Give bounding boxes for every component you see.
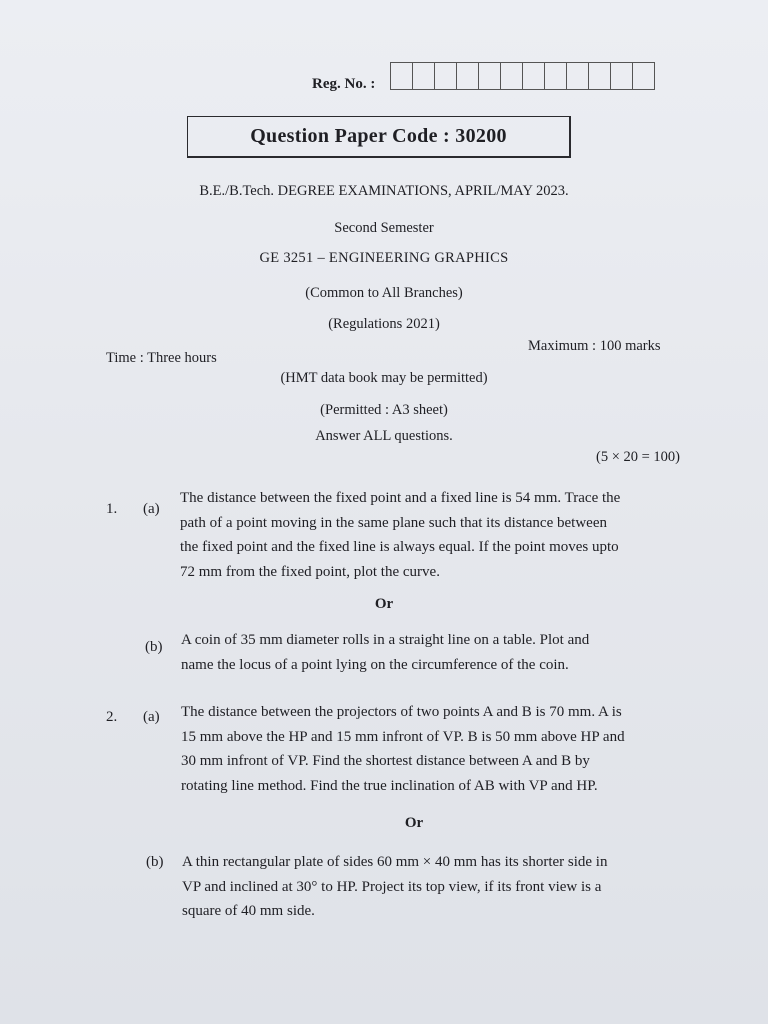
question-line: 30 mm infront of VP. Find the shortest distance between A and B by xyxy=(181,753,590,769)
reg-no-box xyxy=(435,63,457,89)
reg-no-box xyxy=(611,63,633,89)
reg-no-box xyxy=(501,63,523,89)
question-line: name the locus of a point lying on the circumference of the coin. xyxy=(181,656,569,673)
question-line: VP and inclined at 30° to HP. Project its top view, if its front view is a xyxy=(182,878,602,895)
question-number: 2. xyxy=(106,709,118,725)
semester: Second Semester xyxy=(334,220,434,236)
course-title: GE 3251 – ENGINEERING GRAPHICS xyxy=(259,250,509,266)
question-text xyxy=(181,700,625,798)
question-line: the fixed point and the fixed line is always equal. If the point moves upto xyxy=(180,539,619,555)
question-line: A coin of 35 mm diameter rolls in a straight line on a table. Plot and xyxy=(181,632,590,648)
answer-all-note: Answer ALL questions. xyxy=(315,428,453,444)
reg-no-box xyxy=(633,63,655,89)
regulations: (Regulations 2021) xyxy=(328,316,440,332)
common-branches: (Common to All Branches) xyxy=(305,285,463,301)
question-line: square of 40 mm side. xyxy=(182,903,315,919)
question-number: 1. xyxy=(106,501,118,517)
question-text xyxy=(182,850,607,924)
question-line: A thin rectangular plate of sides 60 mm × 40 mm has its shorter side in xyxy=(182,854,608,870)
reg-no-box xyxy=(589,63,611,89)
reg-no-box xyxy=(479,63,501,89)
marks-scheme: (5 × 20 = 100) xyxy=(596,449,681,465)
part-label: (a) xyxy=(143,501,160,517)
databook-note: (HMT data book may be permitted) xyxy=(280,370,488,386)
or-separator: Or xyxy=(404,815,424,831)
part-label: (a) xyxy=(143,709,160,725)
reg-no-box xyxy=(567,63,589,89)
question-paper-code: Question Paper Code : 30200 xyxy=(187,116,571,158)
question-text xyxy=(181,628,589,677)
part-label: (b) xyxy=(145,639,163,655)
question-line: path of a point moving in the same plane such that its distance between xyxy=(180,514,607,531)
reg-no-box xyxy=(413,63,435,89)
reg-no-label: Reg. No. : xyxy=(312,76,376,92)
exam-title: B.E./B.Tech. DEGREE EXAMINATIONS, APRIL/MAY 2023. xyxy=(199,183,569,199)
reg-no-box xyxy=(457,63,479,89)
question-line: The distance between the fixed point and a fixed line is 54 mm. Trace the xyxy=(180,490,621,506)
question-line: rotating line method. Find the true inclination of AB with VP and HP. xyxy=(181,777,598,794)
question-line: The distance between the projectors of two points A and B is 70 mm. A is xyxy=(181,704,622,720)
reg-no-box xyxy=(545,63,567,89)
question-line: 72 mm from the fixed point, plot the curve. xyxy=(180,563,440,580)
reg-no-boxes xyxy=(390,62,655,90)
maximum-marks: Maximum : 100 marks xyxy=(528,338,661,354)
part-label: (b) xyxy=(146,854,164,870)
time-allowed: Time : Three hours xyxy=(106,350,217,366)
reg-no-box xyxy=(391,63,413,89)
reg-no-box xyxy=(523,63,545,89)
question-line: 15 mm above the HP and 15 mm infront of VP. B is 50 mm above HP and xyxy=(181,728,625,745)
or-separator: Or xyxy=(374,596,394,612)
question-text xyxy=(180,486,620,584)
sheet-note: (Permitted : A3 sheet) xyxy=(320,402,448,418)
